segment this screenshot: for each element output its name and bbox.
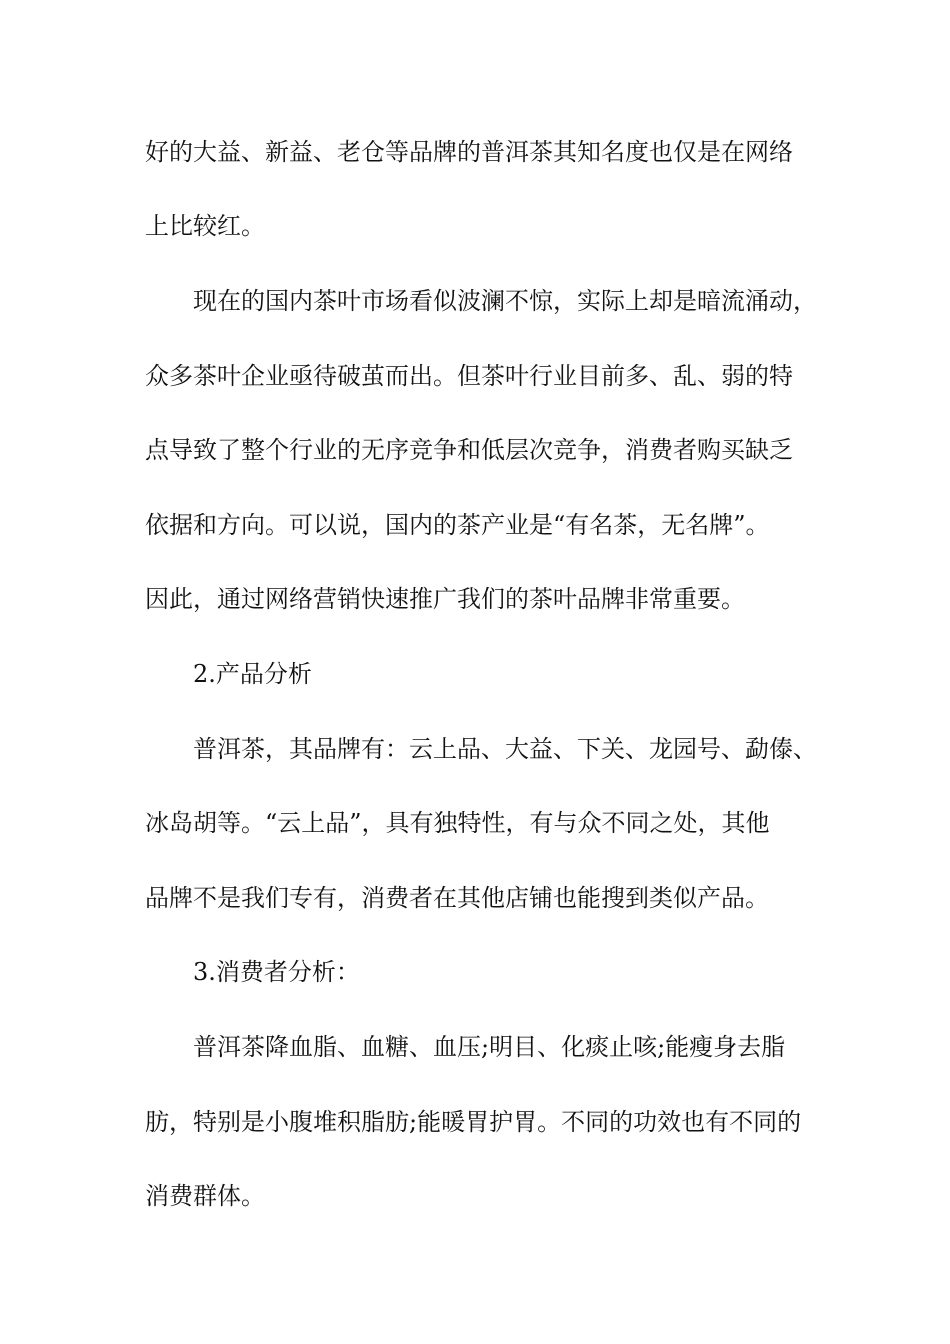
text-line: 依据和方向。可以说，国内的茶产业是“有名茶，无名牌”。	[145, 511, 770, 539]
section-heading: 3.消费者分析：	[193, 958, 360, 986]
text-line: 冰岛胡等。“云上品”，具有独特性，有与众不同之处，其他	[145, 809, 770, 837]
text-line: 肪，特别是小腹堆积脂肪;能暖胃护胃。不同的功效也有不同的	[145, 1108, 802, 1136]
text-line: 品牌不是我们专有，消费者在其他店铺也能搜到类似产品。	[145, 884, 769, 912]
text-line: 好的大益、新益、老仓等品牌的普洱茶其知名度也仅是在网络	[145, 138, 793, 166]
text-line: 众多茶叶企业亟待破茧而出。但茶叶行业目前多、乱、弱的特	[145, 362, 793, 390]
text-line: 因此，通过网络营销快速推广我们的茶叶品牌非常重要。	[145, 585, 745, 613]
text-line: 现在的国内茶叶市场看似波澜不惊，实际上却是暗流涌动，	[193, 287, 817, 315]
text-line: 上比较红。	[145, 212, 265, 240]
text-line: 普洱茶，其品牌有：云上品、大益、下关、龙园号、勐傣、	[193, 735, 817, 763]
text-line: 点导致了整个行业的无序竞争和低层次竞争，消费者购买缺乏	[145, 436, 793, 464]
section-heading: 2.产品分析	[193, 660, 312, 688]
text-line: 消费群体。	[145, 1182, 265, 1210]
text-line: 普洱茶降血脂、血糖、血压;明目、化痰止咳;能瘦身去脂	[193, 1033, 786, 1061]
